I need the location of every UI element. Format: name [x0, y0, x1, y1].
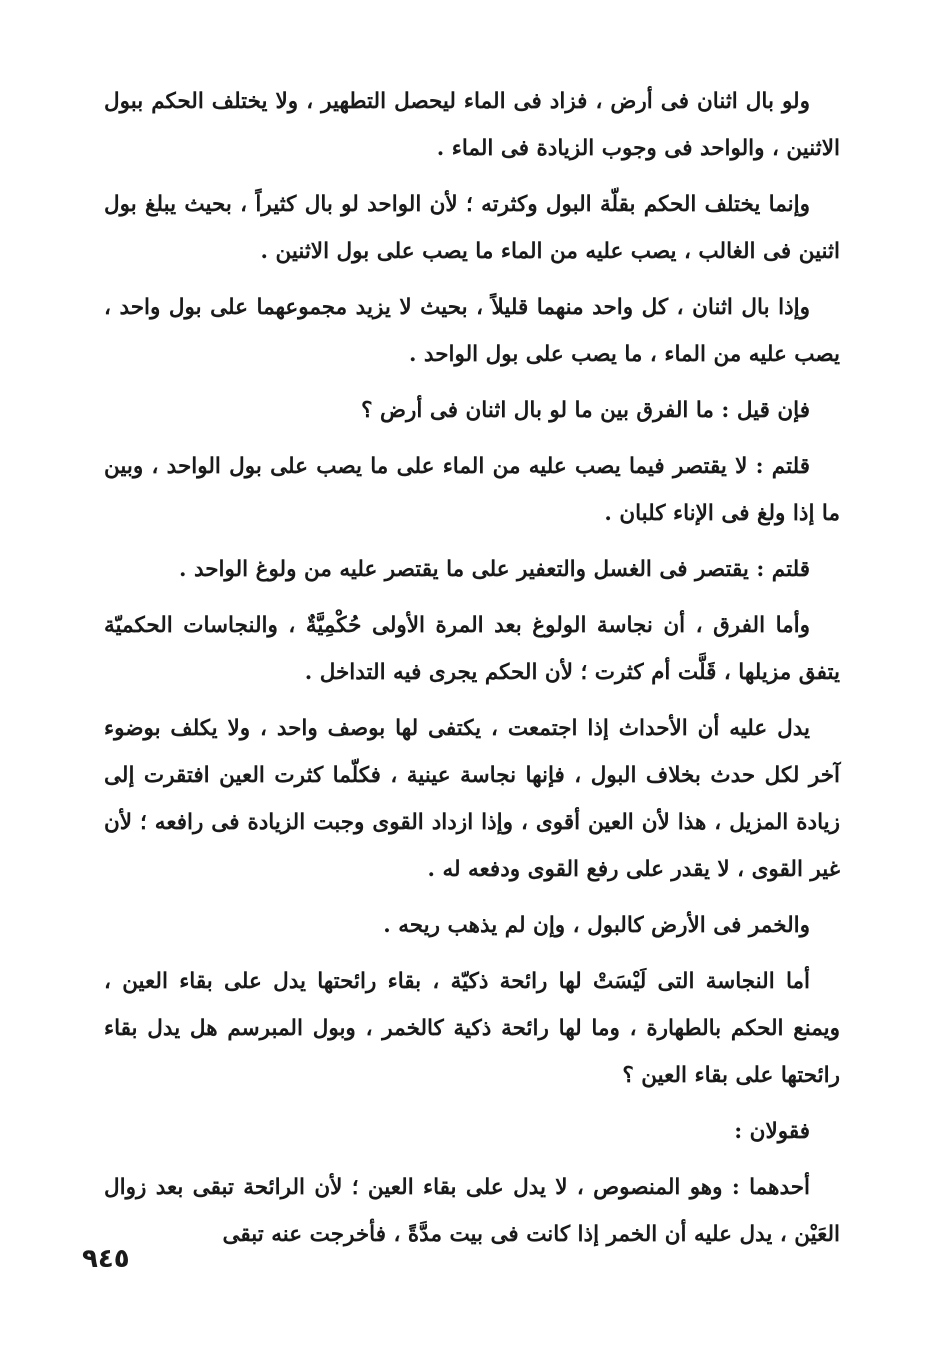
paragraph: والخمر فى الأرض كالبول ، وإن لم يذهب ريحه . [383, 913, 810, 938]
paragraph: قلتم : يقتصر فى الغسل والتعفير على ما يقتصر عليه من ولوغ الواحد . [178, 557, 810, 582]
paragraph: أما النجاسة التى لَيْسَتْ لها رائحة ذكيّة ، بقاء رائحتها يدل على بقاء العين ، ويمنع الحكم بالطهارة ، وما لها رائحة ذكية كالخمر ، وبول المبرسم هل يدل بقاء رائحتها على بقاء العين ؟ [104, 969, 840, 1088]
paragraph: أحدهما : وهو المنصوص ، لا يدل على بقاء العين ؛ لأن الرائحة تبقى بعد زوال العَيْن ، يدل عليه أن الخمر إذا كانت فى بيت مدَّةً ، فأخرجت عنه تبقى [104, 1175, 840, 1247]
page-number: ٩٤٥ [82, 1244, 130, 1274]
page-body [104, 78, 840, 1267]
paragraph: فقولان : [734, 1119, 810, 1144]
paragraph: وإذا بال اثنان ، كل واحد منهما قليلاً ، بحيث لا يزيد مجموعهما على بول واحد ، يصب عليه من الماء ، ما يصب على بول الواحد . [104, 295, 840, 367]
paragraph: فإن قيل : ما الفرق بين ما لو بال اثنان فى أرض ؟ [361, 398, 810, 423]
paragraph: قلتم : لا يقتصر فيما يصب عليه من الماء على ما يصب على بول الواحد ، وبين ما إذا ولغ فى الإناء كلبان . [104, 454, 840, 526]
paragraph: وإنما يختلف الحكم بقلّة البول وكثرته ؛ لأن الواحد لو بال كثيراً ، بحيث يبلغ بول اثنين فى الغالب ، يصب عليه من الماء ما يصب على بول الاثنين . [104, 192, 840, 264]
paragraph: يدل عليه أن الأحداث إذا اجتمعت ، يكتفى لها بوصف واحد ، ولا يكلف بوضوء آخر لكل حدث بخلاف البول ، فإنها نجاسة عينية ، فكلّما كثرت العين افتقرت إلى زيادة المزيل ، هذا لأن العين أقوى ، وإذا ازداد القوى وجبت الزيادة فى رافعه ؛ لأن غير القوى ، لا يقدر على رفع القوى ودفعه له . [104, 716, 840, 882]
paragraph: ولو بال اثنان فى أرض ، فزاد فى الماء ليحصل التطهير ، ولا يختلف الحكم ببول الاثنين ، والواحد فى وجوب الزيادة فى الماء . [104, 89, 840, 161]
paragraph: وأما الفرق ، أن نجاسة الولوغ بعد المرة الأولى حُكْمِيَّةٌ ، والنجاسات الحكميّة يتفق مزيلها ، قَلَّت أم كثرت ؛ لأن الحكم يجرى فيه التداخل . [104, 613, 840, 685]
